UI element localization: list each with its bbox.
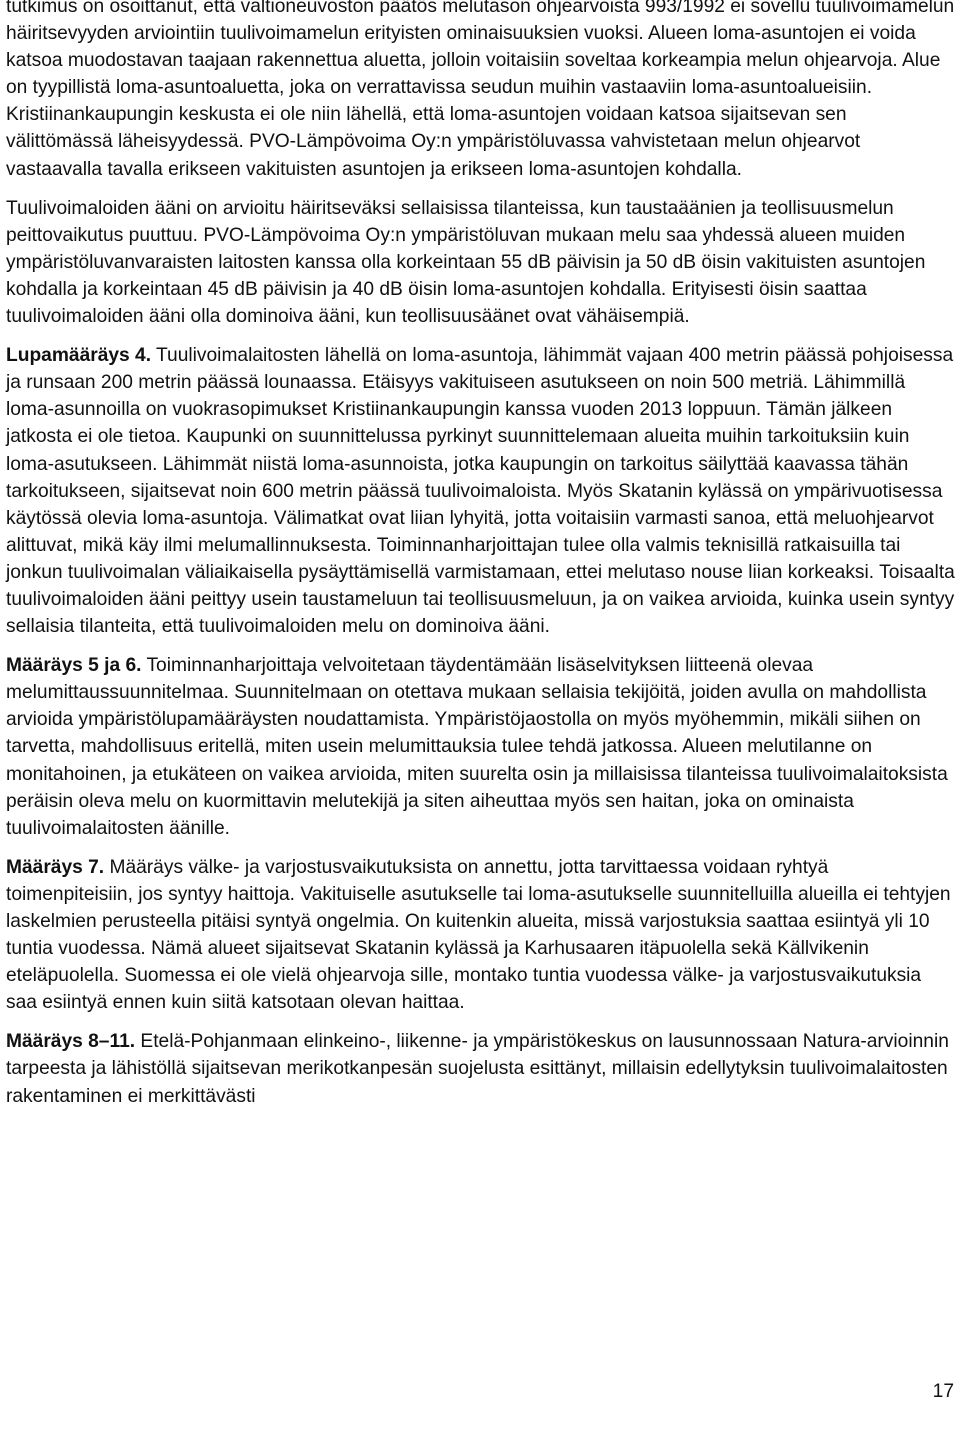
paragraph-text: Tuulivoimaloiden ääni on arvioitu häiritseväksi sellaisissa tilanteissa, kun taustaäänien ja teollisuusmelun peittovaikutus puuttuu. PVO-Lämpövoima Oy:n ympäristöluvan mukaan melu saa yhdessä alueen muiden ympäristöluvanvaraisten laitosten kanssa olla korkeintaan 55 dB päivisin ja 50 dB öisin vakituisten asuntojen kohdalla ja korkeintaan 45 dB päivisin ja 40 dB öisin loma-asuntojen kohdalla. Erityisesti öisin saattaa tuulivoimaloiden ääni olla dominoiva ääni, kun teollisuusäänet ovat vähäisempiä. [6, 197, 926, 328]
paragraph-label: Lupamääräys 4. [6, 345, 152, 367]
paragraph-label: Määräys 8–11. [6, 1031, 136, 1053]
paragraph-noise [6, 195, 956, 330]
paragraph-text: Tuulivoimalaitosten lähellä on loma-asuntoja, lähimmät vajaan 400 metrin päässä pohjoisessa ja runsaan 200 metrin päässä lounaassa. Etäisyys vakituiseen asutukseen on noin 500 metriä. Lähimmillä loma-asunnoilla on vuokrasopimukset Kristiinankaupungin kanssa vuoden 2013 loppuun. Tämän jälkeen jatkosta ei ole tietoa. Kaupunki on suunnittelussa pyrkinyt suunnittelemaan alueita muihin tarkoituksiin kuin loma-asutukseen. Lähimmät niistä loma-asunnoista, jotka kaupungin on tarkoitus säilyttää kaavassa tähän tarkoitukseen, sijaitsevat noin 600 metrin päässä tuulivoimaloista. Myös Skatanin kylässä on ympärivuotisessa käytössä olevia loma-asuntoja. Välimatkat ovat liian lyhyitä, jotta voitaisiin varmasti sanoa, että meluohjearvot alittuvat, mikä käy ilmi melumallinnuksesta. Toiminnanharjoittajan tulee olla valmis teknisillä ratkaisuilla tai jonkun tuulivoimalan väliaikaisella pysäyttämisellä varmistamaan, ettei melutaso nouse liian korkeaksi. Toisaalta tuulivoimaloiden ääni peittyy usein taustameluun tai teollisuusmeluun, ja on vaikea arvioida, kuinka usein syntyy sellaisia tilanteita, että tuulivoimaloiden melu on dominoiva ääni. [6, 345, 955, 638]
page-number: 17 [932, 1381, 954, 1402]
paragraph-regulation-8-11 [6, 1028, 956, 1109]
paragraph-text: Toiminnanharjoittaja velvoitetaan täydentämään lisäselvityksen liitteenä olevaa melumittaussuunnitelmaa. Suunnitelmaan on otettava mukaan sellaisia tekijöitä, joiden avulla on mahdollista arvioida ympäristölupamääräysten noudattamista. Ympäristöjaostolla on myös myöhemmin, mikäli siihen on tarvetta, mahdollisuus eritellä, miten usein melumittauksia tulee tehdä jatkossa. Alueen melutilanne on monitahoinen, ja etukäteen on vaikea arvioida, miten suurelta osin ja millaisissa tilanteissa tuulivoimalaitoksista peräisin oleva melu on kuormittavin melutekijä ja siten aiheuttaa myös sen haitan, joka on ominaista tuulivoimalaitosten äänille. [6, 655, 948, 839]
paragraph-regulation-4 [6, 342, 956, 640]
paragraph-regulation-7 [6, 854, 956, 1017]
paragraph-regulation-5-6 [6, 652, 956, 842]
paragraph-text: Määräys välke- ja varjostusvaikutuksista on annettu, jotta tarvittaessa voidaan ryhtyä toimenpiteisiin, jos syntyy haittoja. Vakituiselle asutukselle tai loma-asutukselle suunnitelluilla alueilla ei tehtyjen laskelmien perusteella pitäisi syntyä ongelmia. On kuitenkin alueita, missä varjostuksia saattaa esiintyä yli 10 tuntia vuodessa. Nämä alueet sijaitsevat Skatanin kylässä ja Karhusaaren itäpuolella sekä Källvikenin eteläpuolella. Suomessa ei ole vielä ohjearvoja sille, montako tuntia vuodessa välke- ja varjostusvaikutuksia saa esiintyä ennen kuin siitä katsotaan olevan haittaa. [6, 856, 951, 1014]
paragraph-intro [6, 0, 956, 183]
paragraph-text: Etelä-Pohjanmaan elinkeino-, liikenne- ja ympäristökeskus on lausunnossaan Natura-arvioinnin tarpeesta ja lähistöllä sijaitsevan merikotkanpesän suojelusta esittänyt, millaisin edellytyksin tuulivoimalaitosten rakentaminen ei merkittävästi [6, 1031, 949, 1107]
paragraph-label: Määräys 7. [6, 856, 105, 878]
document-body [6, 0, 956, 1122]
paragraph-text: tutkimus on osoittanut, että valtioneuvoston päätös melutason ohjearvoista 993/1992 ei sovellu tuulivoimamelun häiritsevyyden arviointiin tuulivoimamelun erityisten ominaisuuksien vuoksi. Alueen loma-asuntojen ei voida katsoa muodostavan taajaan rakennettua aluetta, jolloin voitaisiin soveltaa korkeampia melun ohjearvoja. Alue on tyypillistä loma-asuntoaluetta, joka on verrattavissa seudun muihin vastaaviin loma-asuntoalueisiin. Kristiinankaupungin keskusta ei ole niin lähellä, että loma-asuntojen voidaan katsoa sijaitsevan sen välittömässä läheisyydessä. PVO-Lämpövoima Oy:n ympäristöluvassa vahvistetaan melun ohjearvot vastaavalla tavalla erikseen vakituisten asuntojen ja erikseen loma-asuntojen kohdalla. [6, 0, 955, 180]
paragraph-label: Määräys 5 ja 6. [6, 655, 142, 677]
